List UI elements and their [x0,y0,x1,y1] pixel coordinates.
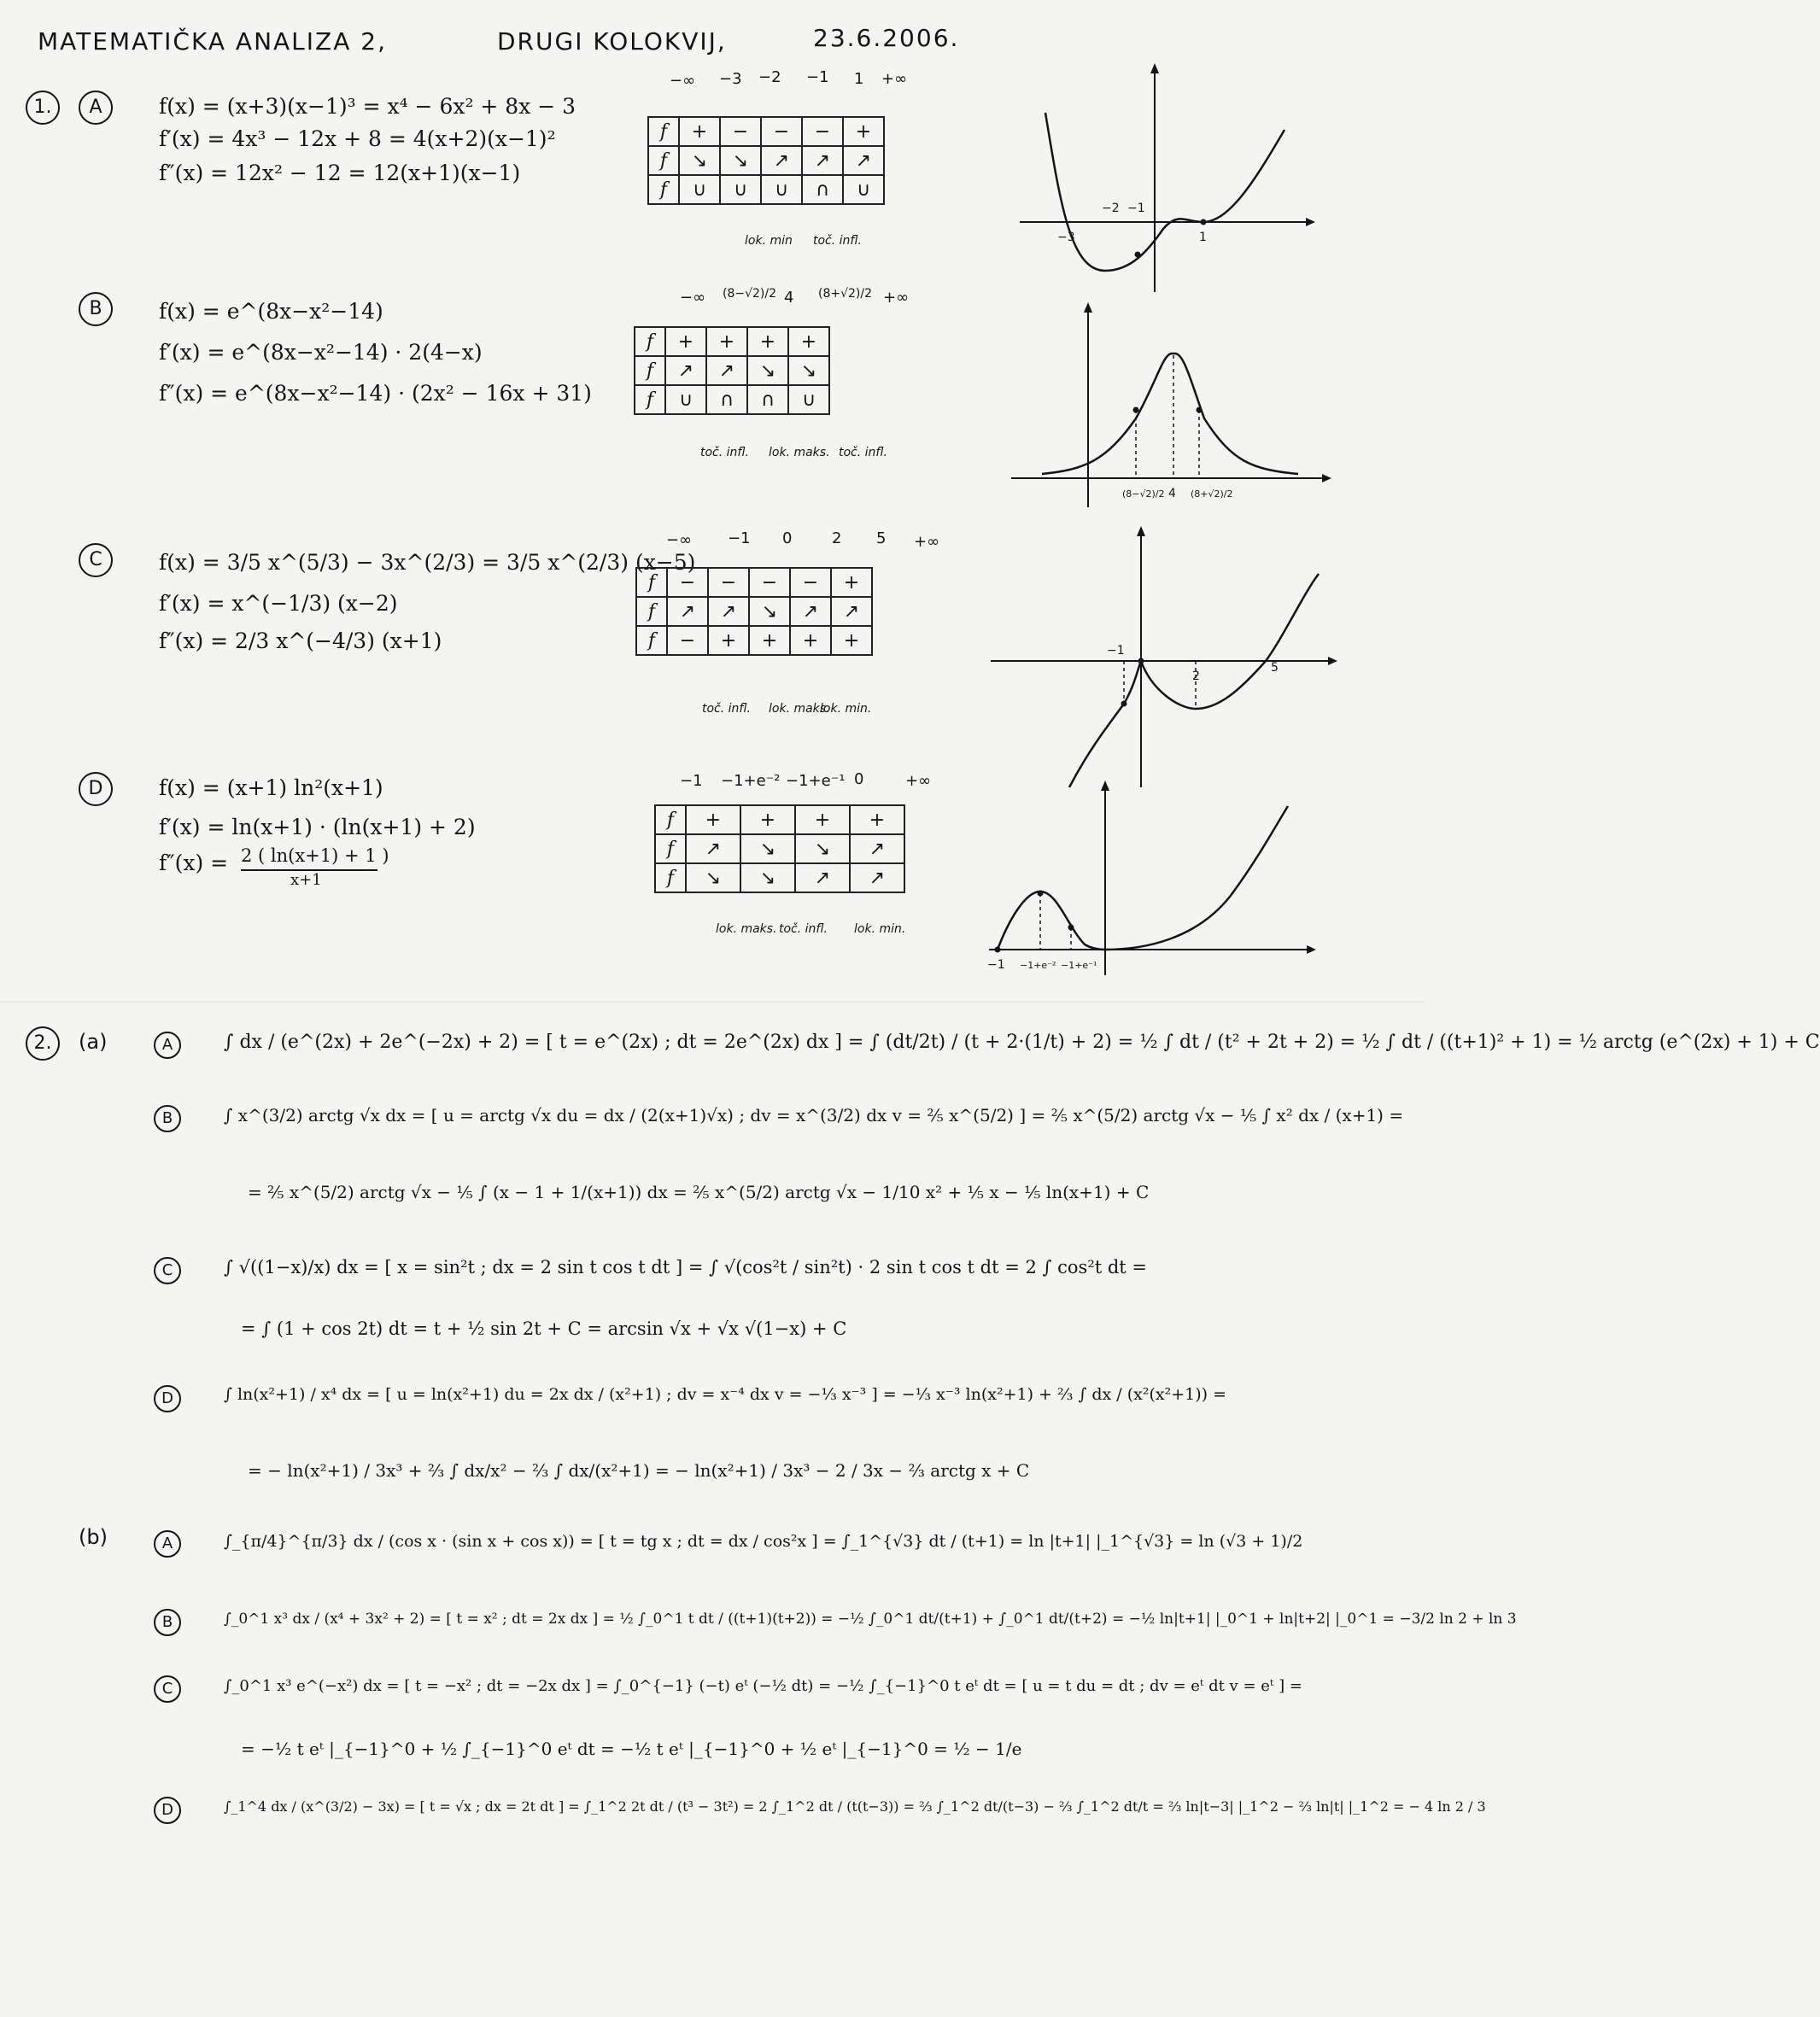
cell: ↗ [843,146,884,175]
cell: − [708,568,749,597]
task1A-row-mono [648,146,884,175]
task1D-row-conv [655,863,904,892]
task1D-f: f(x) = (x+1) ln²(x+1) [159,775,383,800]
task2aC-line2: = ∫ (1 + cos 2t) dt = t + ½ sin 2t + C = arcsin √x + √x √(1−x) + C [241,1318,847,1339]
task1C-crit-3: 2 [832,529,842,547]
task1C-crit-2: 0 [782,529,793,547]
course-title: MATEMATIČKA ANALIZA 2, [38,27,387,56]
task2aC-label: C [154,1257,181,1284]
task1B-crit-3: (8+√2)/2 [818,287,873,301]
cell: + [708,626,749,655]
task1C-f: f(x) = 3/5 x^(5/3) − 3x^(2/3) = 3/5 x^(2/3) (x−5) [159,550,696,575]
task1D-label: D [79,772,113,806]
task1B-label: B [79,292,113,326]
task2bC-line1: ∫_0^1 x³ e^(−x²) dx = [ t = −x² ; dt = −2x dx ] = ∫_0^{−1} (−t) eᵗ (−½ dt) = −½ ∫_{−1}^0 t eᵗ dt = [ u = t du = dt ; dv = eᵗ dt v = eᵗ ] = [224,1677,1302,1695]
task2a-label: (a) [79,1030,108,1054]
cell: + [679,117,720,146]
task1A-graph-label-3: 1 [1199,231,1207,244]
cell: ↗ [761,146,802,175]
task1D-f2-den: x+1 [290,871,322,889]
task2bA-line1: ∫_{π/4}^{π/3} dx / (cos x · (sin x + cos x)) = [ t = tg x ; dt = dx / cos²x ] = ∫_1^{√3} dt / (t+1) = ln |t+1| |_1^{√3} = ln (√3 + 1)/2 [224,1532,1303,1551]
task1D-row-mono [655,834,904,863]
cell: + [749,626,790,655]
task1A-note-1: toč. infl. [813,234,862,248]
row-label: f [648,146,679,175]
task1D-crit-2: −1+e⁻¹ [786,772,846,790]
cell: ↗ [850,863,904,892]
task1C-crit-5: +∞ [914,533,940,551]
task1A-crit-1: −3 [719,70,742,88]
task1A-graph-label-2: −1 [1127,202,1145,215]
task1A-f: f(x) = (x+3)(x−1)³ = x⁴ − 6x² + 8x − 3 [159,94,576,119]
task2aD-line2: = − ln(x²+1) / 3x³ + ⅔ ∫ dx/x² − ⅔ ∫ dx/(x²+1) = − ln(x²+1) / 3x³ − 2 / 3x − ⅔ arctg x + C [248,1460,1030,1481]
cell: ↗ [667,597,708,626]
cell: − [667,568,708,597]
task1C-graph-label-2: 5 [1271,661,1279,675]
task1A-crit-4: 1 [854,70,864,88]
cell: ↘ [749,597,790,626]
task1B-crit-1: (8−√2)/2 [723,287,777,301]
task2bA-label: A [154,1530,181,1558]
task2bC-label: C [154,1675,181,1703]
cell: ↘ [740,834,795,863]
cell: + [706,327,747,356]
task1C-row-mono [636,597,872,626]
task1D-crit-1: −1+e⁻² [721,772,781,790]
task1B-sign-table [634,326,830,415]
task2b-label: (b) [79,1525,108,1549]
task1C-row-f1 [636,568,872,597]
cell: ∪ [761,175,802,204]
task1D-graph-label-2: −1+e⁻¹ [1061,960,1097,971]
task1C-crit-1: −1 [728,529,751,547]
task2bD-line1: ∫_1^4 dx / (x^(3/2) − 3x) = [ t = √x ; dx = 2t dt ] = ∫_1^2 2t dt / (t³ − 3t²) = 2 ∫_1^2 dt / (t(t−3)) = ⅔ ∫_1^2 dt/(t−3) − ⅔ ∫_1^2 dt/t = ⅔ ln|t−3| |_1^2 − ⅔ ln|t| |_1^2 = − 4 ln 2 / 3 [224,1798,1486,1815]
task1D-crit-4: +∞ [905,772,932,790]
task1B-row-f1 [635,327,829,356]
row-label: f [635,385,665,414]
page-fold [0,1001,1425,1004]
task2bB-label: B [154,1609,181,1636]
task2aD-line1: ∫ ln(x²+1) / x⁴ dx = [ u = ln(x²+1) du = 2x dx / (x²+1) ; dv = x⁻⁴ dx v = −⅓ x⁻³ ] = −⅓ x⁻³ ln(x²+1) + ⅔ ∫ dx / (x²(x²+1)) = [224,1385,1227,1404]
cell: + [665,327,706,356]
cell: ↗ [795,863,850,892]
cell: − [720,117,761,146]
row-label: f [636,568,667,597]
cell: ↗ [706,356,747,385]
cell: − [761,117,802,146]
cell: − [667,626,708,655]
task1C-sign-table [635,567,873,656]
task1B-crit-4: +∞ [883,289,910,307]
cell: + [831,626,872,655]
row-label: f [636,597,667,626]
task1B-note-2: toč. infl. [839,446,887,459]
task1D-f1: f′(x) = ln(x+1) · (ln(x+1) + 2) [159,815,476,839]
cell: ↗ [802,146,843,175]
row-label: f [636,626,667,655]
cell: ↘ [747,356,788,385]
task1D-note-0: lok. maks. [716,922,777,936]
task1A-crit-2: −2 [758,68,781,86]
cell: + [747,327,788,356]
task1C-f1: f′(x) = x^(−1/3) (x−2) [159,591,398,616]
cell: + [686,805,740,834]
task1B-row-mono [635,356,829,385]
task1D-crit-0: −1 [680,772,703,790]
cell: ↗ [850,834,904,863]
cell: + [831,568,872,597]
task1B-row-conv [635,385,829,414]
task1C-label: C [79,543,113,577]
row-label: f [648,117,679,146]
task2aB-line2: = ⅖ x^(5/2) arctg √x − ⅕ ∫ (x − 1 + 1/(x+1)) dx = ⅖ x^(5/2) arctg √x − 1/10 x² + ⅕ x − ⅕ ln(x+1) + C [248,1182,1150,1202]
cell: + [740,805,795,834]
task1A-label: A [79,91,113,125]
cell: ↗ [790,597,831,626]
task1C-f2: f″(x) = 2/3 x^(−4/3) (x+1) [159,628,442,653]
task2bB-line1: ∫_0^1 x³ dx / (x⁴ + 3x² + 2) = [ t = x² ; dt = 2x dx ] = ½ ∫_0^1 t dt / ((t+1)(t+2)) = −½ ∫_0^1 dt/(t+1) + ∫_0^1 dt/(t+2) = −½ ln|t+1| |_0^1 + ln|t+2| |_0^1 = −3/2 ln 2 + ln 3 [224,1611,1517,1628]
task1D-note-1: toč. infl. [779,922,828,936]
cell: + [788,327,829,356]
task1B-f1: f′(x) = e^(8x−x²−14) · 2(4−x) [159,340,483,365]
task2aD-label: D [154,1385,181,1412]
task1B-graph [1008,299,1332,512]
task1C-note-2: lok. min. [820,702,872,716]
task2aA-line1: ∫ dx / (e^(2x) + 2e^(−2x) + 2) = [ t = e^(2x) ; dt = 2e^(2x) dx ] = ∫ (dt/2t) / (t + 2·(1/t) + 2) = ½ ∫ dt / (t² + 2t + 2) = ½ ∫ dt / ((t+1)² + 1) = ½ arctg (e^(2x) + 1) + C [224,1032,1820,1053]
task1A-f1: f′(x) = 4x³ − 12x + 8 = 4(x+2)(x−1)² [159,126,556,151]
task2bD-label: D [154,1797,181,1824]
cell: ↗ [831,597,872,626]
task1D-graph [974,777,1324,982]
task1B-f2: f″(x) = e^(8x−x²−14) · (2x² − 16x + 31) [159,381,592,406]
task1B-graph-label-2: (8+√2)/2 [1191,488,1233,500]
task1A-row-conv [648,175,884,204]
cell: ∩ [706,385,747,414]
task1B-f: f(x) = e^(8x−x²−14) [159,299,383,324]
task1D-f2-num: 2 ( ln(x+1) + 1 ) [241,845,389,866]
cell: ∩ [802,175,843,204]
cell: ∪ [843,175,884,204]
task1C-crit-0: −∞ [666,531,693,549]
task1C-note-0: toč. infl. [702,702,751,716]
task2aB-line1: ∫ x^(3/2) arctg √x dx = [ u = arctg √x du = dx / (2(x+1)√x) ; dv = x^(3/2) dx v = ⅖ x^(5/2) ] = ⅖ x^(5/2) arctg √x − ⅕ ∫ x² dx / (x+1) = [224,1105,1404,1125]
task1A-crit-0: −∞ [670,72,696,90]
row-label: f [655,834,686,863]
cell: ∪ [665,385,706,414]
task1C-graph-label-1: 2 [1192,669,1200,683]
task1A-crit-5: +∞ [881,70,908,88]
cell: ↗ [708,597,749,626]
cell: ↘ [795,834,850,863]
task1A-graph-label-0: −3 [1057,231,1075,244]
task2aB-label: B [154,1105,181,1132]
cell: ↘ [720,146,761,175]
task1C-row-conv [636,626,872,655]
task1B-graph-label-1: 4 [1168,487,1176,500]
task1B-note-1: lok. maks. [769,446,830,459]
task1A-crit-3: −1 [806,68,829,86]
cell: ↘ [788,356,829,385]
task1A-f2: f″(x) = 12x² − 12 = 12(x+1)(x−1) [159,161,521,185]
cell: + [843,117,884,146]
task1B-crit-0: −∞ [680,289,706,307]
task1A-note-0: lok. min [745,234,793,248]
task1D-row-f1 [655,805,904,834]
task1B-crit-2: 4 [784,289,794,307]
cell: ∪ [720,175,761,204]
task1D-note-2: lok. min. [854,922,906,936]
row-label: f [655,863,686,892]
cell: ↘ [740,863,795,892]
exam-date: 23.6.2006. [813,24,960,52]
task1C-graph [984,523,1343,796]
cell: + [850,805,904,834]
cell: − [790,568,831,597]
cell: ↗ [665,356,706,385]
task1A-sign-table [647,116,885,205]
row-label: f [635,327,665,356]
task1A-row-f1 [648,117,884,146]
cell: ↗ [686,834,740,863]
row-label: f [655,805,686,834]
cell: − [749,568,790,597]
cell: ↘ [679,146,720,175]
task1D-f2-lhs: f″(x) = [159,851,229,875]
task1B-note-0: toč. infl. [700,446,749,459]
cell: ∪ [679,175,720,204]
row-label: f [635,356,665,385]
task1D-graph-label-1: −1+e⁻² [1020,960,1056,971]
task1C-note-1: lok. maks. [769,702,830,716]
cell: − [802,117,843,146]
task1C-crit-4: 5 [876,529,887,547]
task2bC-line2: = −½ t eᵗ |_{−1}^0 + ½ ∫_{−1}^0 eᵗ dt = −½ t eᵗ |_{−1}^0 + ½ eᵗ |_{−1}^0 = ½ − 1/e [241,1739,1022,1759]
cell: ↘ [686,863,740,892]
task1-number: 1. [26,91,60,125]
task1D-sign-table [654,804,905,893]
row-label: f [648,175,679,204]
task1A-graph-label-1: −2 [1102,202,1120,215]
task1A-graph [1011,61,1319,301]
cell: + [795,805,850,834]
task2aA-label: A [154,1032,181,1059]
cell: + [790,626,831,655]
task1D-graph-label-0: −1 [987,958,1005,972]
task1D-crit-3: 0 [854,770,864,788]
task2aC-line1: ∫ √((1−x)/x) dx = [ x = sin²t ; dx = 2 sin t cos t dt ] = ∫ √(cos²t / sin²t) · 2 sin t cos t dt = 2 ∫ cos²t dt = [224,1257,1148,1277]
cell: ∩ [747,385,788,414]
task1B-graph-label-0: (8−√2)/2 [1122,488,1165,500]
task2-number: 2. [26,1026,60,1061]
cell: ∪ [788,385,829,414]
exam-title: DRUGI KOLOKVIJ, [497,27,727,56]
task1C-graph-label-0: −1 [1107,644,1125,658]
